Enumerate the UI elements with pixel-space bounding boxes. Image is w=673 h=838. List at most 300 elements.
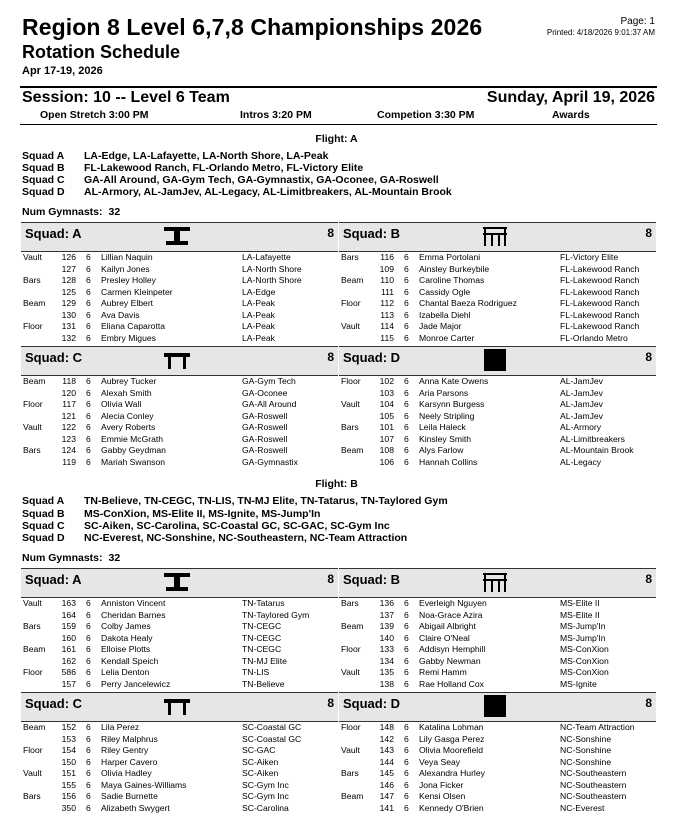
printed-timestamp: Printed: 4/18/2026 9:01:37 AM [546,28,655,37]
squad-teams: AL-Armory, AL-JamJev, AL-Legacy, AL-Limitbreakers, AL-Mountain Brook [84,186,452,198]
squad-name: Squad: B [343,572,401,587]
table-row [339,644,656,656]
gymnast-level: 6 [86,332,91,343]
gymnast-number: 105 [379,410,394,421]
report-title: Region 8 Level 6,7,8 Championships 2026 [22,14,483,40]
event-name: Floor [341,722,361,732]
gymnast-level: 6 [86,286,91,297]
floor-icon [479,348,511,372]
gymnast-level: 6 [86,745,91,755]
squad-name: Squad: B [343,226,401,241]
gymnast-name: Alecia Conley [101,410,154,421]
gymnast-number: 104 [379,399,394,409]
table-row [339,457,656,469]
squad-name: Squad: A [25,226,82,241]
gymnast-number: 136 [379,598,394,608]
gymnast-club: LA-Peak [242,332,275,343]
gymnast-club: NC-Southeastern [560,768,627,778]
gymnast-number: 103 [379,387,394,398]
gymnast-number: 161 [61,644,76,654]
squad-count: 8 [645,350,652,364]
gymnast-level: 6 [86,667,91,677]
gymnast-name: Aubrey Elbert [101,298,154,308]
gymnast-level: 6 [86,655,91,666]
gymnast-name: Sadie Burnette [101,791,158,801]
table-row [339,734,656,746]
gymnast-number: 108 [379,445,394,455]
gymnast-name: Riley Malphrus [101,733,158,744]
gymnast-list [339,722,656,814]
gymnast-level: 6 [404,275,409,285]
squad-name: Squad: C [25,696,83,711]
table-row [21,457,338,469]
gymnast-level: 6 [86,422,91,432]
gymnast-level: 6 [86,644,91,654]
table-row [339,598,656,610]
event-name: Beam [23,644,46,654]
gymnast-level: 6 [404,644,409,654]
table-row [339,656,656,668]
squad-key: Squad B [22,508,65,520]
gymnast-level: 6 [404,456,409,467]
gymnast-number: 106 [379,456,394,467]
event-name: Bars [341,768,359,778]
gymnast-level: 6 [404,376,409,386]
gymnast-club: MS-ConXion [560,644,609,654]
gymnast-name: Maya Gaines-Williams [101,779,187,790]
table-row [21,633,338,645]
gymnast-name: Jade Major [419,321,462,331]
gymnast-club: SC-Carolina [242,802,289,813]
num-gymnasts-label: Num Gymnasts: [22,552,103,564]
gymnast-club: MS-ConXion [560,667,609,677]
table-row [21,445,338,457]
gymnast-number: 137 [379,609,394,620]
gymnast-club: LA-Lafayette [242,252,291,262]
table-row [21,745,338,757]
gymnast-name: Avery Roberts [101,422,156,432]
squad-panel [339,346,656,468]
gymnast-name: Cheridan Barnes [101,609,166,620]
gymnast-number: 133 [379,644,394,654]
gymnast-name: Alexandra Hurley [419,768,485,778]
gymnast-name: Emma Portolani [419,252,481,262]
gymnast-name: Olivia Hadley [101,768,152,778]
gymnast-level: 6 [404,252,409,262]
squad-key: Squad C [22,174,65,186]
gymnast-name: Olivia Wall [101,399,142,409]
gymnast-name: Carmen Kleinpeter [101,286,173,297]
squad-teams: GA-All Around, GA-Gym Tech, GA-Gymnastix, GA-Oconee, GA-Roswell [84,174,439,186]
squad-name: Squad: D [343,696,401,711]
gymnast-name: Lelia Denton [101,667,150,677]
gymnast-name: Alexah Smith [101,387,152,398]
gymnast-number: 153 [61,733,76,744]
gymnast-club: GA-Oconee [242,387,288,398]
squad-name: Squad: A [25,572,82,587]
gymnast-level: 6 [86,802,91,813]
event-name: Beam [341,791,364,801]
gymnast-club: TN-CEGC [242,621,282,631]
gymnast-number: 114 [380,321,394,331]
vault-icon [161,224,193,248]
gymnast-number: 119 [62,456,76,467]
gymnast-club: FL-Orlando Metro [560,332,628,343]
gymnast-number: 120 [61,387,76,398]
squad-teams: SC-Aiken, SC-Carolina, SC-Coastal GC, SC-GAC, SC-Gym Inc [84,520,390,532]
num-gymnasts-value: 32 [108,552,121,564]
gymnast-club: GA-Gymnastix [242,456,298,467]
gymnast-level: 6 [86,445,91,455]
gymnast-number: 150 [61,756,76,767]
table-row [21,399,338,411]
gymnast-number: 135 [379,667,394,677]
gymnast-level: 6 [404,733,409,744]
gymnast-number: 107 [379,433,394,444]
gymnast-name: Lillian Naquin [101,252,153,262]
gymnast-name: Caroline Thomas [419,275,485,285]
table-row [21,768,338,780]
gymnast-name: Lila Perez [101,722,140,732]
gymnast-level: 6 [404,422,409,432]
gymnast-name: Gabby Geydman [101,445,166,455]
gymnast-number: 148 [379,722,394,732]
gymnast-level: 6 [404,298,409,308]
gymnast-list [21,252,338,344]
gymnast-name: Alys Farlow [419,445,464,455]
table-row [339,610,656,622]
gymnast-number: 163 [61,598,76,608]
gymnast-level: 6 [86,632,91,643]
table-row [21,376,338,388]
gymnast-club: TN-LIS [242,667,270,677]
gymnast-list [339,598,656,690]
table-row [21,757,338,769]
event-name: Floor [23,321,43,331]
table-row [21,321,338,333]
gymnast-level: 6 [86,733,91,744]
gymnast-level: 6 [86,275,91,285]
gymnast-club: NC-Southeastern [560,779,627,790]
gymnast-club: TN-Believe [242,678,285,689]
session-divider [20,124,657,125]
gymnast-level: 6 [404,768,409,778]
table-row [339,298,656,310]
gymnast-level: 6 [86,399,91,409]
event-name: Floor [23,667,43,677]
event-name: Beam [341,275,364,285]
gymnast-level: 6 [86,791,91,801]
gymnast-level: 6 [404,621,409,631]
gymnast-club: GA-Roswell [242,410,288,421]
squad-count: 8 [327,696,334,710]
table-row [21,264,338,276]
gymnast-club: FL-Lakewood Ranch [560,321,640,331]
gymnast-name: Kensi Olsen [419,791,466,801]
gymnast-club: MS-ConXion [560,655,609,666]
event-name: Bars [23,275,41,285]
gymnast-level: 6 [404,332,409,343]
squad-assignment [22,150,328,162]
gymnast-club: GA-Roswell [242,433,288,444]
gymnast-name: Emmie McGrath [101,433,164,444]
squad-assignment [22,495,448,507]
gymnast-level: 6 [404,387,409,398]
gymnast-number: 144 [379,756,394,767]
table-row [21,411,338,423]
squad-name: Squad: D [343,350,401,365]
gymnast-number: 152 [61,722,76,732]
table-row [21,667,338,679]
gymnast-level: 6 [404,609,409,620]
gymnast-name: Chantal Baeza Rodriguez [419,298,517,308]
gymnast-level: 6 [86,410,91,421]
gymnast-level: 6 [404,309,409,320]
gymnast-number: 138 [379,678,394,689]
gymnast-name: Alizabeth Swygert [101,802,170,813]
table-row [339,321,656,333]
event-name: Bars [341,598,359,608]
gymnast-level: 6 [404,802,409,813]
gymnast-list [339,252,656,344]
table-row [21,780,338,792]
gymnast-level: 6 [404,433,409,444]
event-name: Vault [23,598,42,608]
report-subtitle: Rotation Schedule [22,42,181,62]
gymnast-name: Monroe Carter [419,332,475,343]
gymnast-name: Rae Holland Cox [419,678,484,689]
event-name: Floor [23,745,43,755]
gymnast-number: 142 [379,733,394,744]
gymnast-name: Aubrey Tucker [101,376,157,386]
table-row [21,298,338,310]
gymnast-level: 6 [86,598,91,608]
gymnast-level: 6 [86,387,91,398]
gymnast-club: GA-Gym Tech [242,376,296,386]
table-row [21,610,338,622]
squad-teams: TN-Believe, TN-CEGC, TN-LIS, TN-MJ Elite, TN-Tatarus, TN-Taylored Gym [84,495,448,507]
gymnast-club: FL-Lakewood Ranch [560,309,640,320]
table-row [339,621,656,633]
event-name: Vault [341,399,360,409]
gymnast-level: 6 [404,779,409,790]
event-name: Beam [341,445,364,455]
gymnast-club: SC-Coastal GC [242,722,302,732]
gymnast-number: 159 [61,621,76,631]
gymnast-level: 6 [404,745,409,755]
squad-count: 8 [327,226,334,240]
table-row [339,287,656,299]
squad-panel [339,568,656,690]
beam-icon [161,694,193,718]
squad-assignment [22,508,320,520]
squad-assignment [22,532,407,544]
gymnast-club: FL-Lakewood Ranch [560,286,640,297]
gymnast-club: FL-Lakewood Ranch [560,275,640,285]
gymnast-club: SC-Aiken [242,768,279,778]
gymnast-number: 145 [379,768,394,778]
gymnast-list [21,598,338,690]
gymnast-level: 6 [404,286,409,297]
gymnast-name: Abigail Albright [419,621,476,631]
gymnast-club: TN-MJ Elite [242,655,287,666]
squad-teams: MS-ConXion, MS-Elite II, MS-Ignite, MS-Jump'In [84,508,321,520]
event-name: Beam [23,722,46,732]
table-row [339,757,656,769]
event-name: Vault [23,422,42,432]
table-row [339,803,656,815]
event-name: Floor [23,399,43,409]
table-row [21,422,338,434]
gymnast-club: SC-GAC [242,745,276,755]
bars-icon [479,570,511,594]
gymnast-number: 147 [379,791,394,801]
squad-count: 8 [327,350,334,364]
gymnast-name: Lily Gasga Perez [419,733,485,744]
gymnast-name: Claire O'Neal [419,632,470,643]
gymnast-number: 139 [379,621,394,631]
gymnast-level: 6 [404,655,409,666]
gymnast-number: 102 [379,376,394,386]
gymnast-club: AL-Mountain Brook [560,445,634,455]
event-name: Floor [341,298,361,308]
table-row [339,679,656,691]
table-row [339,376,656,388]
squad-count: 8 [645,696,652,710]
gymnast-name: Ava Davis [101,309,140,320]
squad-assignment [22,520,390,532]
table-row [21,598,338,610]
gymnast-name: Cassidy Ogle [419,286,471,297]
header-divider [20,86,657,88]
gymnast-club: GA-Roswell [242,445,288,455]
table-row [339,722,656,734]
table-row [339,422,656,434]
table-row [21,310,338,322]
gymnast-list [21,722,338,814]
gymnast-name: Elloise Plotts [101,644,151,654]
gymnast-name: Hannah Collins [419,456,478,467]
gymnast-club: AL-JamJev [560,376,603,386]
awards-label: Awards [552,109,590,121]
event-name: Bars [341,252,359,262]
table-row [339,791,656,803]
gymnast-number: 116 [380,252,394,262]
gymnast-number: 123 [61,433,76,444]
event-name: Bars [23,445,41,455]
gymnast-number: 118 [62,376,76,386]
gymnast-club: FL-Lakewood Ranch [560,298,640,308]
gymnast-name: Anniston Vincent [101,598,166,608]
num-gymnasts-label: Num Gymnasts: [22,206,103,218]
table-row [339,667,656,679]
intros-time: Intros 3:20 PM [240,109,312,121]
table-row [339,768,656,780]
gymnast-club: AL-Legacy [560,456,602,467]
gymnast-club: LA-Peak [242,321,275,331]
gymnast-level: 6 [86,309,91,320]
gymnast-number: 126 [61,252,76,262]
squad-assignment [22,162,363,174]
table-row [339,275,656,287]
table-row [339,388,656,400]
squad-key: Squad B [22,162,65,174]
gymnast-list [339,376,656,468]
gymnast-level: 6 [404,598,409,608]
gymnast-number: 350 [61,802,76,813]
table-row [21,434,338,446]
table-row [339,745,656,757]
gymnast-number: 113 [380,309,394,320]
gymnast-number: 109 [379,263,394,274]
gymnast-number: 111 [380,286,394,297]
gymnast-club: MS-Ignite [560,678,597,689]
flight-title: Flight: B [315,478,358,490]
gymnast-level: 6 [404,667,409,677]
gymnast-name: Eliana Caparotta [101,321,166,331]
squad-assignment [22,174,439,186]
gymnast-name: Izabella Diehl [419,309,471,320]
gymnast-club: MS-Jump'In [560,632,606,643]
gymnast-name: Dakota Healy [101,632,153,643]
gymnast-number: 586 [61,667,76,677]
gymnast-number: 157 [61,678,76,689]
gymnast-club: GA-Roswell [242,422,288,432]
gymnast-number: 122 [61,422,76,432]
gymnast-number: 128 [61,275,76,285]
gymnast-number: 117 [62,399,76,409]
gymnast-level: 6 [404,722,409,732]
gymnast-name: Aria Parsons [419,387,469,398]
event-dates: Apr 17-19, 2026 [22,65,103,77]
table-row [21,644,338,656]
gymnast-name: Everleigh Nguyen [419,598,487,608]
num-gymnasts [22,206,120,218]
gymnast-club: TN-CEGC [242,644,282,654]
gymnast-number: 162 [61,655,76,666]
gymnast-club: AL-Limitbreakers [560,433,625,444]
gymnast-name: Gabby Newman [419,655,481,666]
gymnast-level: 6 [404,321,409,331]
floor-icon [479,694,511,718]
gymnast-name: Riley Gentry [101,745,149,755]
vault-icon [161,570,193,594]
event-name: Bars [23,791,41,801]
squad-count: 8 [645,226,652,240]
gymnast-level: 6 [404,791,409,801]
gymnast-level: 6 [86,621,91,631]
gymnast-club: AL-JamJev [560,410,603,421]
squad-count: 8 [645,572,652,586]
gymnast-number: 110 [380,275,394,285]
gymnast-club: NC-Southeastern [560,791,627,801]
gymnast-name: Harper Cavero [101,756,158,767]
gymnast-club: FL-Lakewood Ranch [560,263,640,274]
table-row [21,252,338,264]
gymnast-level: 6 [86,779,91,790]
gymnast-level: 6 [86,756,91,767]
gymnast-number: 156 [61,791,76,801]
squad-teams: LA-Edge, LA-Lafayette, LA-North Shore, LA-Peak [84,150,329,162]
table-row [21,791,338,803]
event-name: Beam [341,621,364,631]
gymnast-number: 132 [61,332,76,343]
gymnast-club: SC-Gym Inc [242,779,289,790]
squad-panel [21,222,338,344]
table-row [21,287,338,299]
event-name: Vault [23,768,42,778]
gymnast-club: MS-Jump'In [560,621,606,631]
